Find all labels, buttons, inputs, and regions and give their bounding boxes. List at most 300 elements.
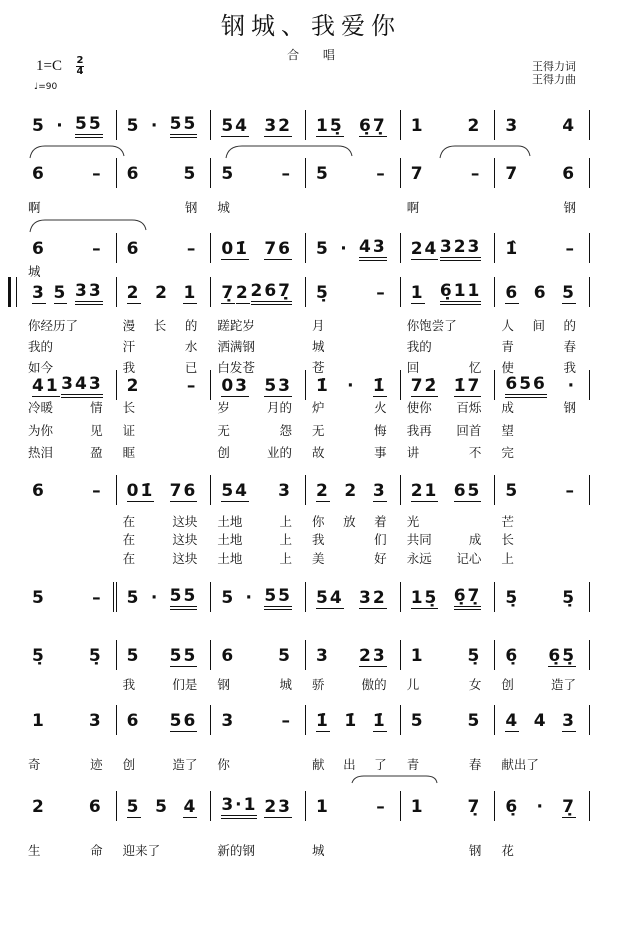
lyric-syllable: 忆 [468, 360, 482, 375]
lyric-measure [306, 443, 401, 461]
lyric-measure [495, 198, 590, 216]
lyric-syllable: 回首 [456, 423, 482, 438]
lyric-syllable: 创 [122, 757, 136, 772]
note-group: 2 [126, 282, 141, 303]
note-group: – [470, 164, 482, 184]
lyric-syllable: 永远 [406, 551, 432, 566]
measure [117, 236, 212, 262]
note-group: – [376, 283, 387, 303]
lyric-syllable: 土地 [217, 532, 243, 547]
note-group: 5 [467, 711, 482, 731]
measure [401, 373, 496, 399]
lyric-syllable: 迎来了 [122, 843, 161, 858]
lyric-syllable: 炉 [312, 400, 325, 415]
lyric-measure [22, 841, 117, 859]
note-group: 6 [32, 164, 46, 184]
measure [306, 708, 401, 734]
lyric-measure [401, 398, 496, 416]
lyric-syllable: 啊 [406, 200, 420, 215]
lyricist: 王得力词 [532, 60, 576, 73]
time-signature-top: 2 [76, 55, 84, 66]
lyric-syllable: 造了 [551, 677, 577, 692]
note-group: 32 [264, 115, 293, 136]
lyric-line [22, 316, 590, 334]
lyric-syllable: 美 [312, 551, 325, 566]
lyric-syllable: 上 [501, 551, 514, 566]
lyric-syllable: 岁 [217, 400, 230, 415]
lyric-measure [117, 549, 212, 567]
lyric-measure [401, 443, 496, 461]
lyric-syllable: 在 [122, 551, 136, 566]
note-group: 6 [126, 164, 141, 184]
lyric-syllable: 我 [122, 360, 136, 375]
lyric-measure [117, 755, 212, 773]
note-group: – [565, 481, 577, 501]
lyric-measure [306, 675, 401, 693]
lyric-syllable: 你 [217, 757, 230, 772]
measure [401, 643, 496, 669]
note-group: · [245, 588, 254, 608]
note-group: 7̣ [562, 796, 577, 817]
measure [495, 478, 590, 504]
note-group: 55 [75, 114, 103, 138]
note-group: · [567, 376, 577, 396]
lyric-syllable: 长 [122, 400, 136, 415]
lyric-measure [117, 398, 212, 416]
measure [401, 478, 496, 504]
lyric-syllable: 上 [279, 551, 293, 566]
lyric-measure [211, 262, 306, 280]
lyric-syllable: 成 [501, 400, 514, 415]
lyric-measure [401, 316, 496, 334]
lyric-syllable: 盈 [90, 445, 103, 460]
measure [401, 113, 496, 139]
note-group: 23 [264, 796, 293, 817]
note-group: 6̣11 [440, 281, 482, 305]
measure [211, 280, 306, 306]
lyric-syllable: 白发苍 [217, 360, 255, 375]
lyric-syllable: 城 [312, 339, 325, 354]
note-group: 7 [410, 164, 425, 184]
measure [495, 280, 590, 306]
note-group: 2 [316, 480, 330, 501]
song-title: 钢城、我爱你 [221, 12, 401, 40]
lyric-syllable: 造了 [172, 757, 198, 772]
note-group: 6 [88, 797, 103, 817]
note-group: 2 [467, 116, 482, 136]
measure [495, 708, 590, 734]
measure [401, 161, 496, 187]
lyric-measure [306, 512, 401, 530]
lyric-measure [306, 337, 401, 355]
lyric-syllable: 女 [468, 677, 482, 692]
note-group: – [92, 481, 103, 501]
note-group: 5 [53, 282, 68, 303]
lyric-measure [211, 549, 306, 567]
note-group: 1 [410, 797, 425, 817]
note-group: 55 [170, 114, 198, 138]
note-group: 4 [505, 710, 520, 731]
lyric-syllable: 花 [501, 843, 514, 858]
measure [211, 236, 306, 262]
measure [22, 585, 117, 611]
lyric-syllable: 你饱尝了 [406, 318, 457, 333]
note-group: · [536, 797, 545, 817]
lyric-syllable: 成 [468, 532, 482, 547]
measure [211, 585, 306, 611]
composer: 王得力曲 [532, 73, 576, 86]
note-group: 53 [264, 375, 293, 396]
note-group: 5 [126, 116, 141, 136]
measure [306, 373, 401, 399]
lyric-line [22, 549, 590, 567]
performance-type: 合 唱 [287, 48, 335, 62]
note-group: 6̣5̣ [548, 645, 577, 666]
lyric-measure [211, 512, 306, 530]
lyric-measure [495, 398, 590, 416]
lyric-syllable: 钢 [563, 400, 577, 415]
note-group: 1 [410, 646, 425, 666]
note-group: 4 [562, 116, 577, 136]
note-group: 6 [126, 239, 141, 259]
lyric-syllable: 长 [153, 318, 167, 333]
measure [22, 794, 117, 820]
lyric-syllable: 儿 [406, 677, 420, 692]
note-group: – [565, 239, 577, 259]
measure [211, 113, 306, 139]
note-group: 6 [221, 646, 236, 666]
note-group: 5 [126, 796, 141, 817]
lyric-line [22, 398, 590, 416]
note-group: 01̇ [126, 480, 155, 501]
lyric-measure [211, 398, 306, 416]
note-group: · [150, 588, 160, 608]
lyric-measure [306, 398, 401, 416]
measure [117, 373, 212, 399]
lyric-measure [211, 675, 306, 693]
measure [22, 373, 117, 399]
note-group: 1̂ [505, 239, 520, 259]
note-group: – [92, 588, 103, 608]
lyric-measure [495, 841, 590, 859]
note-group: 3 [278, 481, 293, 501]
lyric-syllable: 献出了 [501, 757, 539, 772]
measure [117, 794, 212, 820]
lyric-measure [306, 316, 401, 334]
note-group: 01̇ [221, 238, 250, 259]
measure [401, 280, 496, 306]
measure [306, 113, 401, 139]
note-group: – [281, 164, 293, 184]
lyric-syllable: 水 [184, 339, 198, 354]
lyric-measure [211, 443, 306, 461]
time-signature-bottom: 4 [76, 66, 84, 77]
measure [401, 236, 496, 262]
note-group: 5 [32, 588, 46, 608]
lyric-syllable: 上 [279, 532, 293, 547]
lyric-line [22, 198, 590, 216]
lyric-measure [22, 421, 117, 439]
lyric-measure [211, 337, 306, 355]
lyric-syllable: 青 [501, 339, 514, 354]
lyric-syllable: 放 [343, 514, 356, 529]
measure [117, 585, 212, 611]
staff-row [22, 794, 590, 820]
lyric-syllable: 出 [343, 757, 356, 772]
lyric-line [22, 755, 590, 773]
note-group: 03 [221, 375, 250, 396]
lyric-syllable: 百烁 [456, 400, 482, 415]
measure [495, 585, 590, 611]
lyric-measure [306, 530, 401, 548]
lyric-syllable: 好 [374, 551, 387, 566]
lyric-measure [495, 443, 590, 461]
note-group: 5̣ [32, 646, 46, 666]
note-group: – [186, 376, 198, 396]
lyric-syllable: 我 [122, 677, 136, 692]
slur [352, 776, 437, 783]
lyric-measure [22, 337, 117, 355]
note-group: 65 [453, 480, 482, 501]
lyric-syllable: 奇 [28, 757, 41, 772]
note-group: 15̣ [316, 115, 344, 136]
lyric-syllable: 创 [501, 677, 514, 692]
note-group: 21 [410, 480, 439, 501]
lyric-syllable: 无 [312, 423, 325, 438]
note-group: 3·1 [221, 795, 257, 819]
note-group: 4 [183, 796, 198, 817]
note-group: 2 [155, 283, 169, 303]
measure [117, 708, 212, 734]
lyric-measure [22, 530, 117, 548]
staff-row [22, 236, 590, 262]
note-group: 23 [359, 645, 387, 666]
note-group: 1 [410, 116, 425, 136]
lyric-measure [495, 262, 590, 280]
note-group: 5 [278, 646, 293, 666]
credits [532, 60, 576, 86]
note-group: 6 [32, 239, 46, 259]
measure [22, 161, 117, 187]
note-group: 6̣7̣ [359, 115, 387, 136]
lyric-syllable: 火 [374, 400, 387, 415]
lyric-syllable: 创 [217, 445, 230, 460]
measure [306, 478, 401, 504]
note-group: 267̣̣ [251, 281, 293, 305]
lyric-measure [117, 198, 212, 216]
lyric-measure [22, 549, 117, 567]
lyric-syllable: 无 [217, 423, 230, 438]
measure [211, 643, 306, 669]
lyric-syllable: 城 [279, 677, 293, 692]
measure [117, 280, 212, 306]
lyric-measure [306, 262, 401, 280]
note-group: 2 [344, 481, 359, 501]
key-signature: 1=C [36, 58, 62, 74]
lyric-syllable: 土地 [217, 514, 243, 529]
measure [117, 113, 212, 139]
lyric-syllable: 的 [184, 318, 198, 333]
lyric-measure [306, 421, 401, 439]
lyric-syllable: 业的 [267, 445, 293, 460]
staff-row [22, 280, 590, 306]
lyric-measure [117, 512, 212, 530]
lyric-syllable: 生 [28, 843, 41, 858]
lyric-syllable: 蹉跎岁 [217, 318, 255, 333]
note-group: 1̇ [344, 711, 359, 731]
staff-row [22, 643, 590, 669]
lyric-syllable: 苍 [312, 360, 325, 375]
lyric-measure [22, 262, 117, 280]
note-group: 3 [221, 711, 236, 731]
lyric-measure [306, 549, 401, 567]
measure [211, 478, 306, 504]
lyric-measure [401, 841, 496, 859]
measure [22, 643, 117, 669]
lyric-syllable: 完 [501, 445, 514, 460]
note-group: 1̇ [372, 710, 387, 731]
lyric-syllable: 已 [184, 360, 198, 375]
lyric-syllable: 如今 [28, 360, 54, 375]
measure [211, 708, 306, 734]
note-group: 43 [359, 237, 387, 261]
lyric-syllable: 共同 [406, 532, 432, 547]
note-group: 5 [126, 646, 141, 666]
slur [30, 220, 146, 232]
lyric-measure [117, 443, 212, 461]
note-group: 6 [505, 282, 520, 303]
note-group: 5 [155, 797, 169, 817]
lyric-measure [401, 530, 496, 548]
note-group: 3 [505, 116, 520, 136]
lyric-line [22, 443, 590, 461]
lyric-syllable: 光 [406, 514, 420, 529]
lyric-line [22, 337, 590, 355]
lyric-measure [117, 530, 212, 548]
lyric-syllable: 情 [90, 400, 103, 415]
note-group: 5 [316, 239, 330, 259]
staff-row [22, 478, 590, 504]
lyric-syllable: 事 [374, 445, 387, 460]
lyric-measure [495, 549, 590, 567]
note-group: · [56, 116, 65, 136]
note-group: 1̇ [316, 376, 330, 396]
note-group: 6 [562, 164, 577, 184]
note-group: 55 [170, 586, 198, 610]
lyric-syllable: 回 [406, 360, 420, 375]
lyric-measure [495, 755, 590, 773]
measure [495, 373, 590, 399]
lyric-measure [401, 755, 496, 773]
note-group: 1̇ [316, 710, 330, 731]
lyric-syllable: 在 [122, 532, 136, 547]
lyric-line [22, 512, 590, 530]
lyric-syllable: 这块 [172, 532, 198, 547]
note-group: · [340, 239, 349, 259]
lyric-syllable: 眶 [122, 445, 136, 460]
measure [117, 478, 212, 504]
note-group: 1 [410, 282, 425, 303]
lyric-syllable: 钢 [468, 843, 482, 858]
measure [495, 794, 590, 820]
note-group: 343 [61, 374, 103, 398]
lyric-measure [401, 198, 496, 216]
lyric-measure [401, 549, 496, 567]
note-group: 76 [264, 238, 293, 259]
lyric-syllable: 使 [501, 360, 514, 375]
lyric-measure [211, 841, 306, 859]
lyric-syllable: 钢 [217, 677, 230, 692]
lyric-measure [117, 841, 212, 859]
measure [306, 236, 401, 262]
lyric-syllable: 冷暖 [28, 400, 54, 415]
note-group: 323 [440, 237, 482, 261]
measure [495, 236, 590, 262]
note-group: 32 [359, 587, 387, 608]
lyric-syllable: 悔 [374, 423, 387, 438]
lyric-syllable: 望 [501, 423, 514, 438]
note-group: 5 [410, 711, 425, 731]
note-group: 1 [316, 797, 330, 817]
measure [22, 478, 117, 504]
lyric-syllable: 春 [468, 757, 482, 772]
note-group: 24 [410, 238, 439, 259]
lyric-syllable: 城 [217, 200, 230, 215]
note-group: – [92, 239, 103, 259]
lyric-measure [117, 262, 212, 280]
note-group: 6 [533, 283, 548, 303]
lyric-syllable: 漫 [122, 318, 136, 333]
lyric-syllable: 傲的 [361, 677, 387, 692]
measure [401, 585, 496, 611]
note-group: 5̣ [88, 646, 103, 666]
note-group: 6 [32, 481, 46, 501]
lyric-syllable: 不 [468, 445, 482, 460]
measure [306, 643, 401, 669]
lyric-measure [306, 841, 401, 859]
note-group: 1 [183, 282, 198, 303]
measure [495, 643, 590, 669]
note-group: – [281, 711, 293, 731]
lyric-measure [495, 337, 590, 355]
note-group: 6̣7̣ [454, 586, 482, 610]
lyric-syllable: 使你 [406, 400, 432, 415]
note-group: 5 [126, 588, 141, 608]
measure [22, 236, 117, 262]
lyric-measure [495, 512, 590, 530]
note-group: 3 [562, 710, 577, 731]
lyric-measure [211, 530, 306, 548]
lyric-syllable: 长 [501, 532, 514, 547]
lyric-syllable: 钢 [563, 200, 577, 215]
lyric-syllable: 芒 [501, 514, 514, 529]
note-group: 7̣ [221, 282, 236, 303]
lyric-syllable: 我的 [406, 339, 432, 354]
note-group: 1̇ [372, 375, 387, 396]
note-group: – [376, 797, 387, 817]
lyric-syllable: 新的钢 [217, 843, 255, 858]
lyric-syllable: 们是 [172, 677, 198, 692]
note-group: 55 [264, 586, 292, 610]
note-group: – [92, 164, 103, 184]
lyric-syllable: 为你 [28, 423, 54, 438]
lyric-syllable: 你 [312, 514, 325, 529]
tempo-marking: ♩=90 [34, 82, 58, 92]
lyric-syllable: 间 [532, 318, 545, 333]
lyric-syllable: 我再 [406, 423, 432, 438]
lyric-line [22, 675, 590, 693]
note-group: 55 [169, 645, 198, 666]
